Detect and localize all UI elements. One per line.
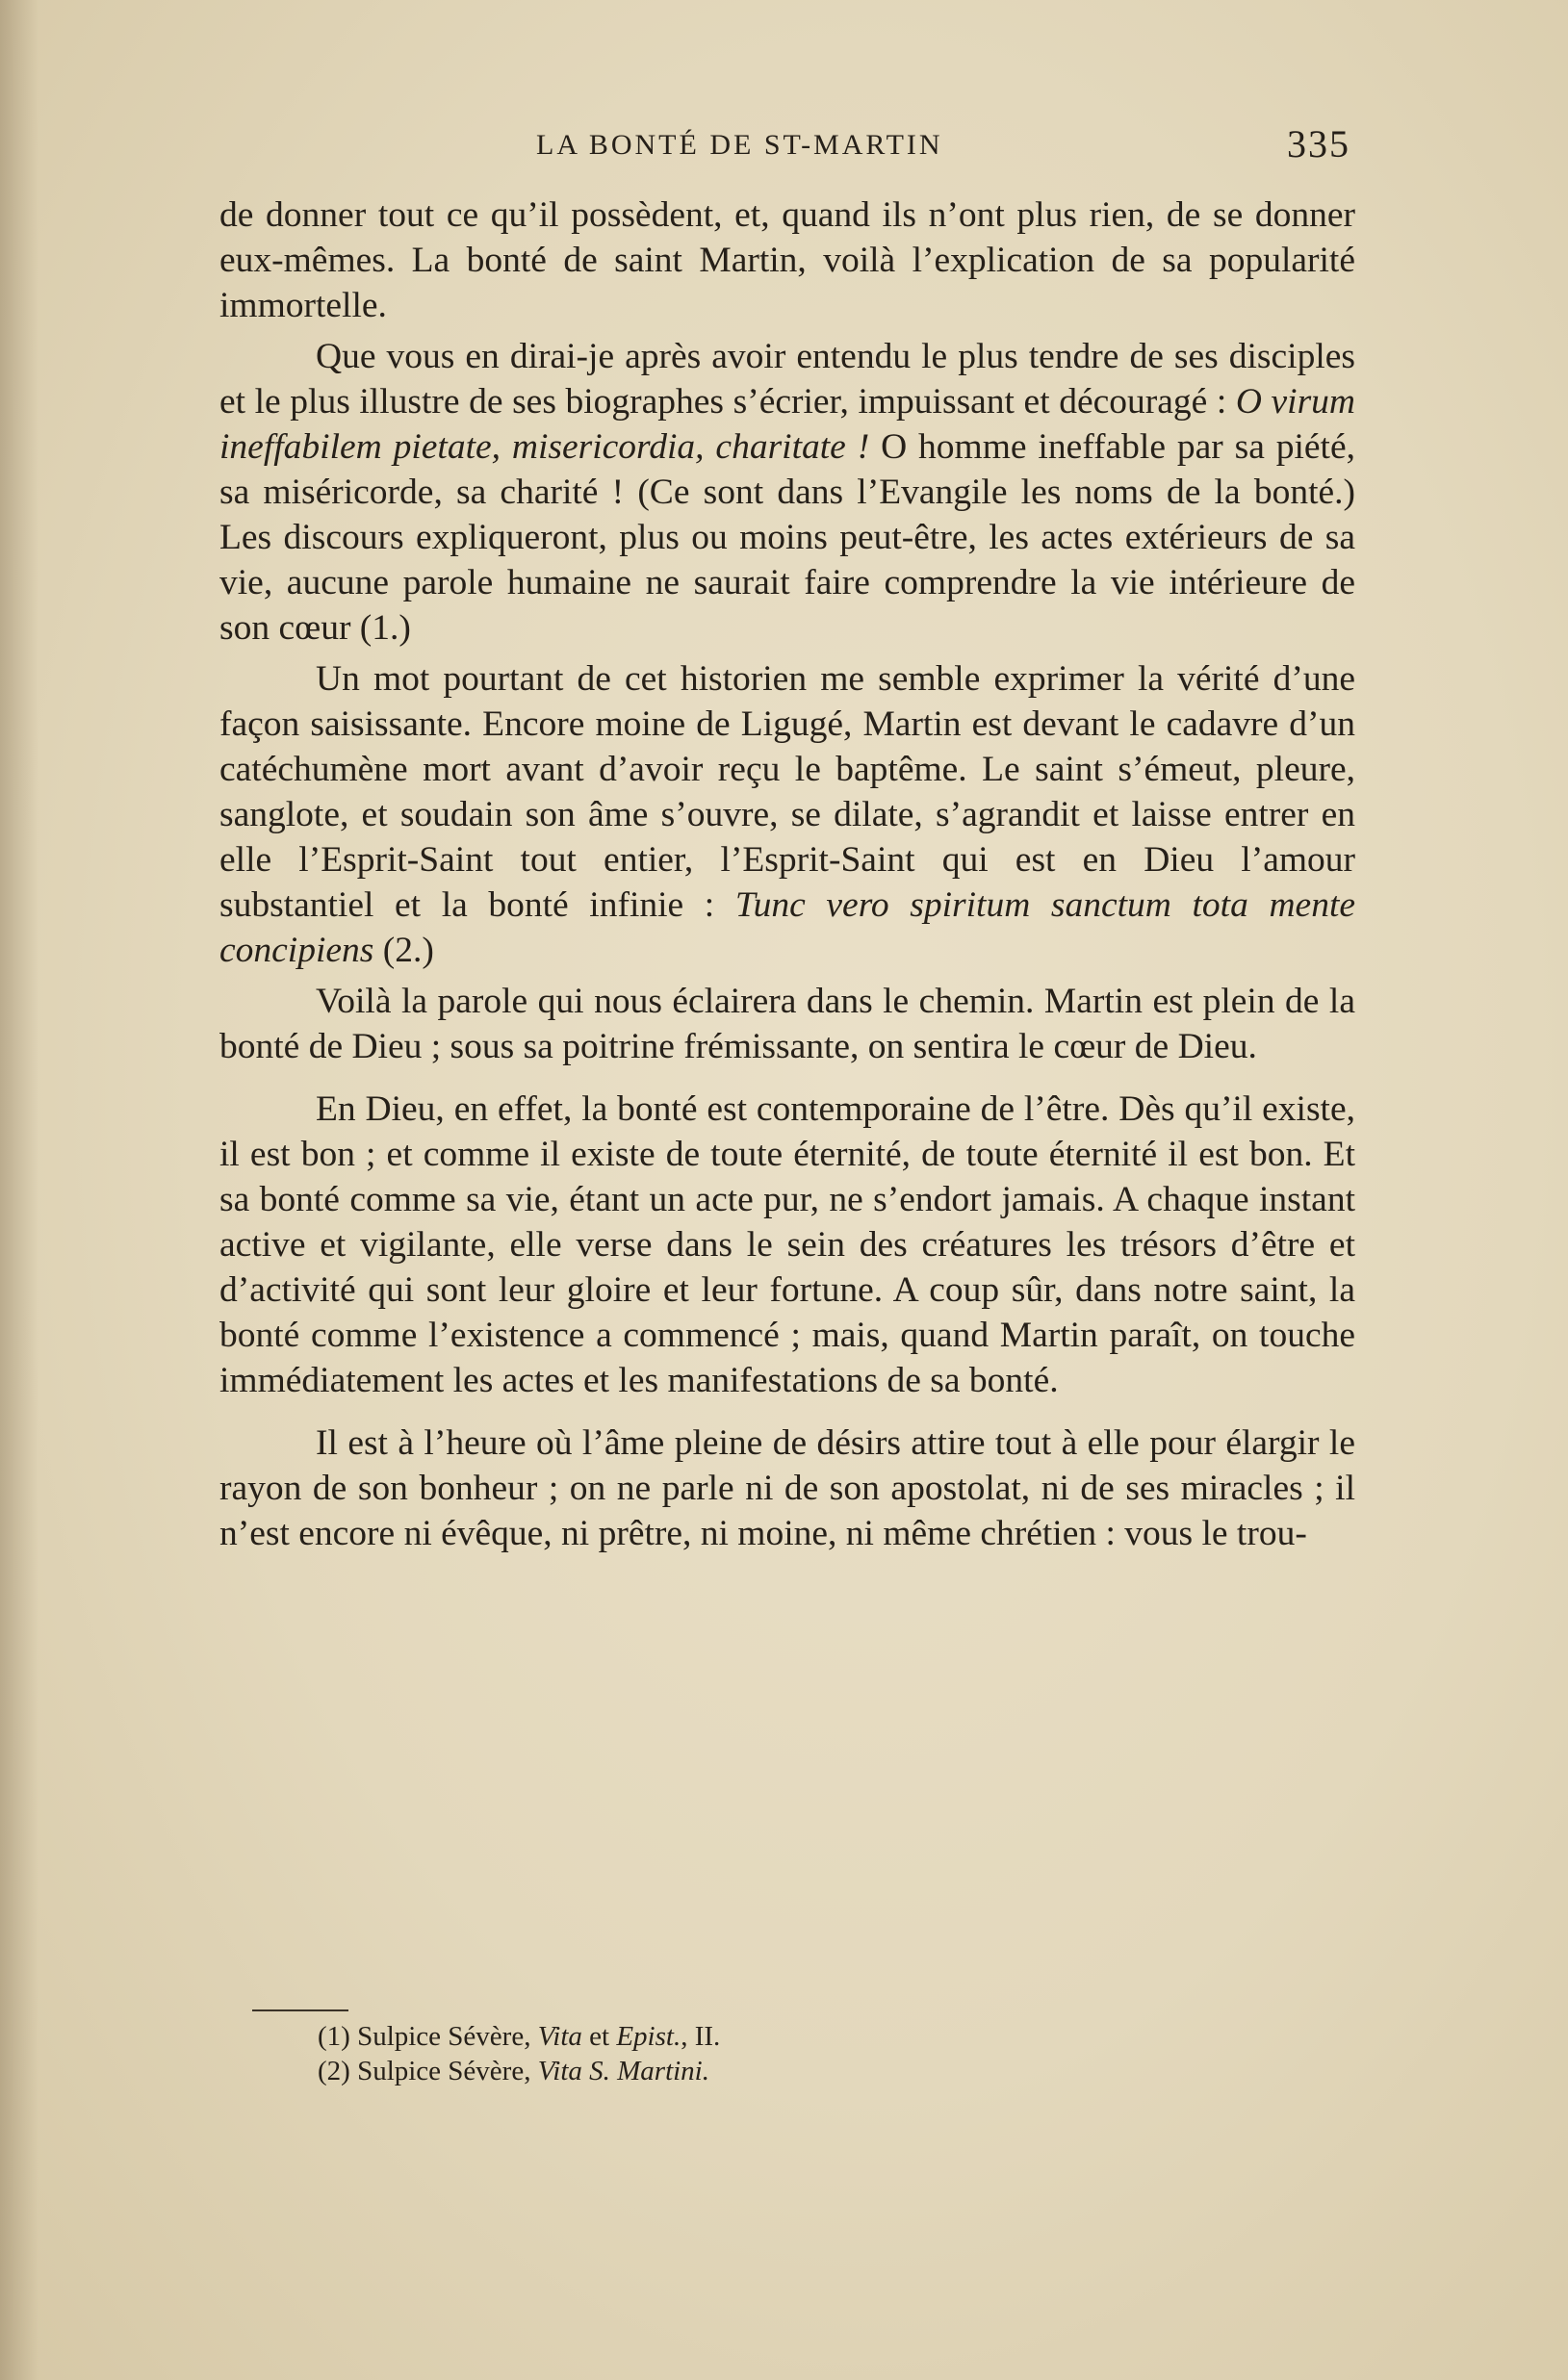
running-title: LA BONTÉ DE ST-MARTIN: [536, 129, 943, 161]
body-text: [219, 192, 1355, 1556]
paragraph: [219, 1087, 1355, 1403]
text-segment: Que vous en dirai-je après avoir entendu le plus tendre de ses disciples et le plus illustre de ses biographes s’écrier, impuissant et découragé :: [219, 337, 1355, 422]
footnote-text: et: [581, 2021, 617, 2052]
latin-quote: Tunc vero spiritum sanctum tota mente concipiens: [219, 885, 1356, 970]
footnote-divider: [252, 2009, 348, 2011]
page-header: [224, 121, 1350, 169]
footnote: [252, 2054, 1022, 2088]
page-number: 335: [1287, 122, 1350, 166]
paragraph: [219, 192, 1355, 328]
footnotes: [252, 2009, 1022, 2088]
paragraph: [219, 334, 1355, 651]
footnote-title: Vita: [537, 2021, 582, 2052]
gutter-shadow: [0, 0, 39, 2380]
footnote-title: Vita S. Martini.: [537, 2056, 709, 2086]
paragraph: [219, 1420, 1355, 1556]
footnote-text: (2) Sulpice Sévère,: [318, 2056, 538, 2086]
text-segment: Un mot pourtant de cet historien me semble exprimer la vérité d’une façon saisissante. Encore moine de Ligugé, Martin est devant le cadavre d’un catéchumène mort avant d’avoir reçu le baptême. Le saint s’émeut, pleure, sanglote, et soudain son âme s’ouvre, se dilate, s’agrandit et laisse entrer en elle l’Esprit-Saint tout entier, l’Esprit-Saint qui est en Dieu l’amour substantiel et la bonté infinie :: [219, 659, 1355, 925]
footnote-title: Epist.: [616, 2021, 681, 2052]
footnote-text: (1) Sulpice Sévère,: [318, 2021, 538, 2052]
text-segment: (2.): [373, 931, 434, 970]
text-segment: de donner tout ce qu’il possèdent, et, quand ils n’ont plus rien, de se donner eux-mêmes. La bonté de saint Martin, voilà l’explication de sa popularité immortelle.: [219, 195, 1355, 325]
footnote: [252, 2019, 1022, 2054]
text-segment: Voilà la parole qui nous éclairera dans le chemin. Martin est plein de la bonté de Dieu ; sous sa poitrine frémissante, on sentira le cœur de Dieu.: [219, 982, 1355, 1066]
text-segment: O homme ineffable par sa piété, sa miséricorde, sa charité ! (Ce sont dans l’Evangile les noms de la bonté.) Les discours expliqueront, plus ou moins peut-être, les actes extérieurs de sa vie, aucune parole humaine ne saurait faire comprendre la vie intérieure de son cœur (1.): [219, 427, 1355, 648]
paragraph: [219, 979, 1355, 1069]
text-segment: Il est à l’heure où l’âme pleine de désirs attire tout à elle pour élargir le rayon de son bonheur ; on ne parle ni de son apostolat, ni de ses miracles ; il n’est encore ni évêque, ni prêtre, ni moine, ni même chrétien : vous le trou-: [219, 1423, 1355, 1553]
footnote-text: , II.: [681, 2021, 721, 2052]
text-segment: En Dieu, en effet, la bonté est contemporaine de l’être. Dès qu’il existe, il est bon ; et comme il existe de toute éternité, de toute éternité il est bon. Et sa bonté comme sa vie, étant un acte pur, ne s’endort jamais. A chaque instant active et vigilante, elle verse dans le sein des créatures les trésors d’être et d’activité qui sont leur gloire et leur fortune. A coup sûr, dans notre saint, la bonté comme l’existence a commencé ; mais, quand Martin paraît, on touche immédiatement les actes et les manifestations de sa bonté.: [219, 1089, 1355, 1400]
paragraph: [219, 656, 1355, 973]
latin-quote: O virum ineffabilem pietate, misericordia, charitate !: [219, 382, 1355, 467]
